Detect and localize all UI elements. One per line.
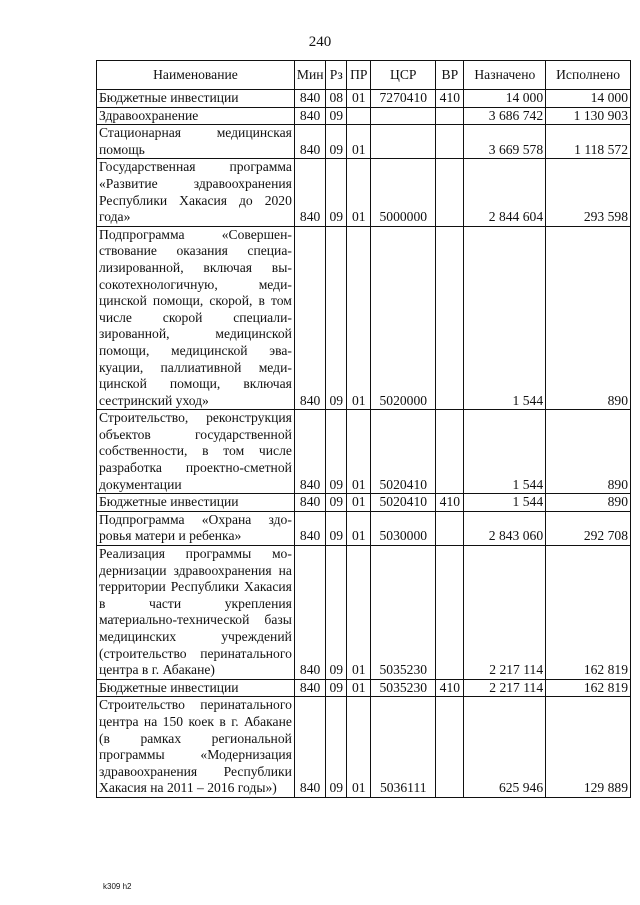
cell-rz: 08 (326, 90, 347, 108)
cell-executed: 1 118 572 (546, 125, 631, 159)
cell-min: 840 (294, 226, 325, 410)
table-row (97, 511, 631, 545)
cell-min: 840 (294, 107, 325, 125)
cell-rz: 09 (326, 679, 347, 697)
cell-vr: 410 (436, 494, 464, 512)
table-row (97, 107, 631, 125)
cell-min: 840 (294, 125, 325, 159)
cell-executed: 890 (546, 494, 631, 512)
cell-executed: 890 (546, 410, 631, 494)
cell-executed: 890 (546, 226, 631, 410)
cell-name: Строительство перинатального центра на 150 коек в г. Абакане (в рамках региональной программы «Модернизация здравоохранения Республики Хакасия на 2011 – 2016 годы») (97, 697, 295, 798)
cell-rz: 09 (326, 697, 347, 798)
cell-rz: 09 (326, 107, 347, 125)
cell-rz: 09 (326, 410, 347, 494)
cell-name: Здравоохранение (97, 107, 295, 125)
cell-csr: 5020410 (371, 494, 436, 512)
cell-csr: 7270410 (371, 90, 436, 108)
cell-csr (371, 125, 436, 159)
cell-assigned: 1 544 (464, 494, 546, 512)
cell-pr: 01 (347, 226, 371, 410)
cell-vr (436, 159, 464, 226)
cell-pr: 01 (347, 546, 371, 680)
cell-assigned: 2 844 604 (464, 159, 546, 226)
cell-vr (436, 697, 464, 798)
cell-executed: 1 130 903 (546, 107, 631, 125)
footer-code: k309 h2 (103, 882, 132, 891)
cell-name: Бюджетные инвестиции (97, 90, 295, 108)
cell-vr (436, 546, 464, 680)
table-row (97, 679, 631, 697)
cell-min: 840 (294, 697, 325, 798)
cell-name: Стационарная медицинская помощь (97, 125, 295, 159)
cell-pr: 01 (347, 494, 371, 512)
cell-assigned: 625 946 (464, 697, 546, 798)
cell-csr (371, 107, 436, 125)
cell-name: Бюджетные инвестиции (97, 679, 295, 697)
cell-vr (436, 125, 464, 159)
table-row (97, 226, 631, 410)
cell-executed: 293 598 (546, 159, 631, 226)
cell-rz: 09 (326, 546, 347, 680)
table-row (97, 90, 631, 108)
header-name: Наименование (97, 61, 295, 90)
cell-min: 840 (294, 159, 325, 226)
cell-rz: 09 (326, 226, 347, 410)
table-row (97, 494, 631, 512)
cell-pr: 01 (347, 90, 371, 108)
cell-pr: 01 (347, 410, 371, 494)
cell-executed: 162 819 (546, 546, 631, 680)
header-rz: Рз (326, 61, 347, 90)
cell-executed: 129 889 (546, 697, 631, 798)
cell-pr: 01 (347, 511, 371, 545)
cell-csr: 5020410 (371, 410, 436, 494)
cell-vr (436, 410, 464, 494)
cell-min: 840 (294, 679, 325, 697)
header-min: Мин (294, 61, 325, 90)
cell-min: 840 (294, 494, 325, 512)
header-csr: ЦСР (371, 61, 436, 90)
cell-name: Государственная программа «Развитие здравоохранения Республики Хакасия до 2020 года» (97, 159, 295, 226)
cell-csr: 5020000 (371, 226, 436, 410)
cell-pr: 01 (347, 679, 371, 697)
budget-table (96, 60, 631, 798)
table-body (97, 90, 631, 798)
cell-name: Бюджетные инвестиции (97, 494, 295, 512)
cell-assigned: 2 217 114 (464, 679, 546, 697)
cell-assigned: 2 217 114 (464, 546, 546, 680)
cell-csr: 5036111 (371, 697, 436, 798)
cell-csr: 5035230 (371, 546, 436, 680)
cell-min: 840 (294, 90, 325, 108)
cell-min: 840 (294, 410, 325, 494)
table-header-row (97, 61, 631, 90)
cell-pr: 01 (347, 697, 371, 798)
cell-rz: 09 (326, 125, 347, 159)
table-row (97, 410, 631, 494)
cell-csr: 5030000 (371, 511, 436, 545)
table-row (97, 125, 631, 159)
cell-assigned: 1 544 (464, 410, 546, 494)
table-row (97, 697, 631, 798)
cell-executed: 14 000 (546, 90, 631, 108)
cell-name: Реализация программы модернизации здравоохранения на территории Республики Хакасия в части укрепления материально-технической базы медицинских учреждений (строительство перинатального центра в г. Абакане) (97, 546, 295, 680)
header-executed: Исполнено (546, 61, 631, 90)
header-pr: ПР (347, 61, 371, 90)
table-row (97, 159, 631, 226)
cell-assigned: 3 669 578 (464, 125, 546, 159)
cell-executed: 162 819 (546, 679, 631, 697)
cell-min: 840 (294, 511, 325, 545)
cell-rz: 09 (326, 511, 347, 545)
cell-csr: 5035230 (371, 679, 436, 697)
cell-name: Строительство, реконструкция объектов государственной собственности, в том числе разработка проектно-сметной документации (97, 410, 295, 494)
header-vr: ВР (436, 61, 464, 90)
cell-vr (436, 107, 464, 125)
cell-pr (347, 107, 371, 125)
cell-vr: 410 (436, 90, 464, 108)
cell-assigned: 3 686 742 (464, 107, 546, 125)
cell-pr: 01 (347, 159, 371, 226)
header-assigned: Назначено (464, 61, 546, 90)
cell-min: 840 (294, 546, 325, 680)
cell-assigned: 2 843 060 (464, 511, 546, 545)
table-row (97, 546, 631, 680)
cell-vr (436, 226, 464, 410)
cell-assigned: 14 000 (464, 90, 546, 108)
cell-pr: 01 (347, 125, 371, 159)
cell-csr: 5000000 (371, 159, 436, 226)
cell-name: Подпрограмма «Охрана здоровья матери и ребенка» (97, 511, 295, 545)
cell-rz: 09 (326, 494, 347, 512)
cell-rz: 09 (326, 159, 347, 226)
cell-assigned: 1 544 (464, 226, 546, 410)
cell-executed: 292 708 (546, 511, 631, 545)
cell-name: Подпрограмма «Совершенствование оказания специализированной, включая высокотехнологичную, медицинской помощи, скорой, в том числе скорой специализированной, медицинской помощи, медицинской эвакуации, паллиативной медицинской помощи, включая сестринский уход» (97, 226, 295, 410)
cell-vr (436, 511, 464, 545)
cell-vr: 410 (436, 679, 464, 697)
page-number: 240 (308, 34, 332, 50)
